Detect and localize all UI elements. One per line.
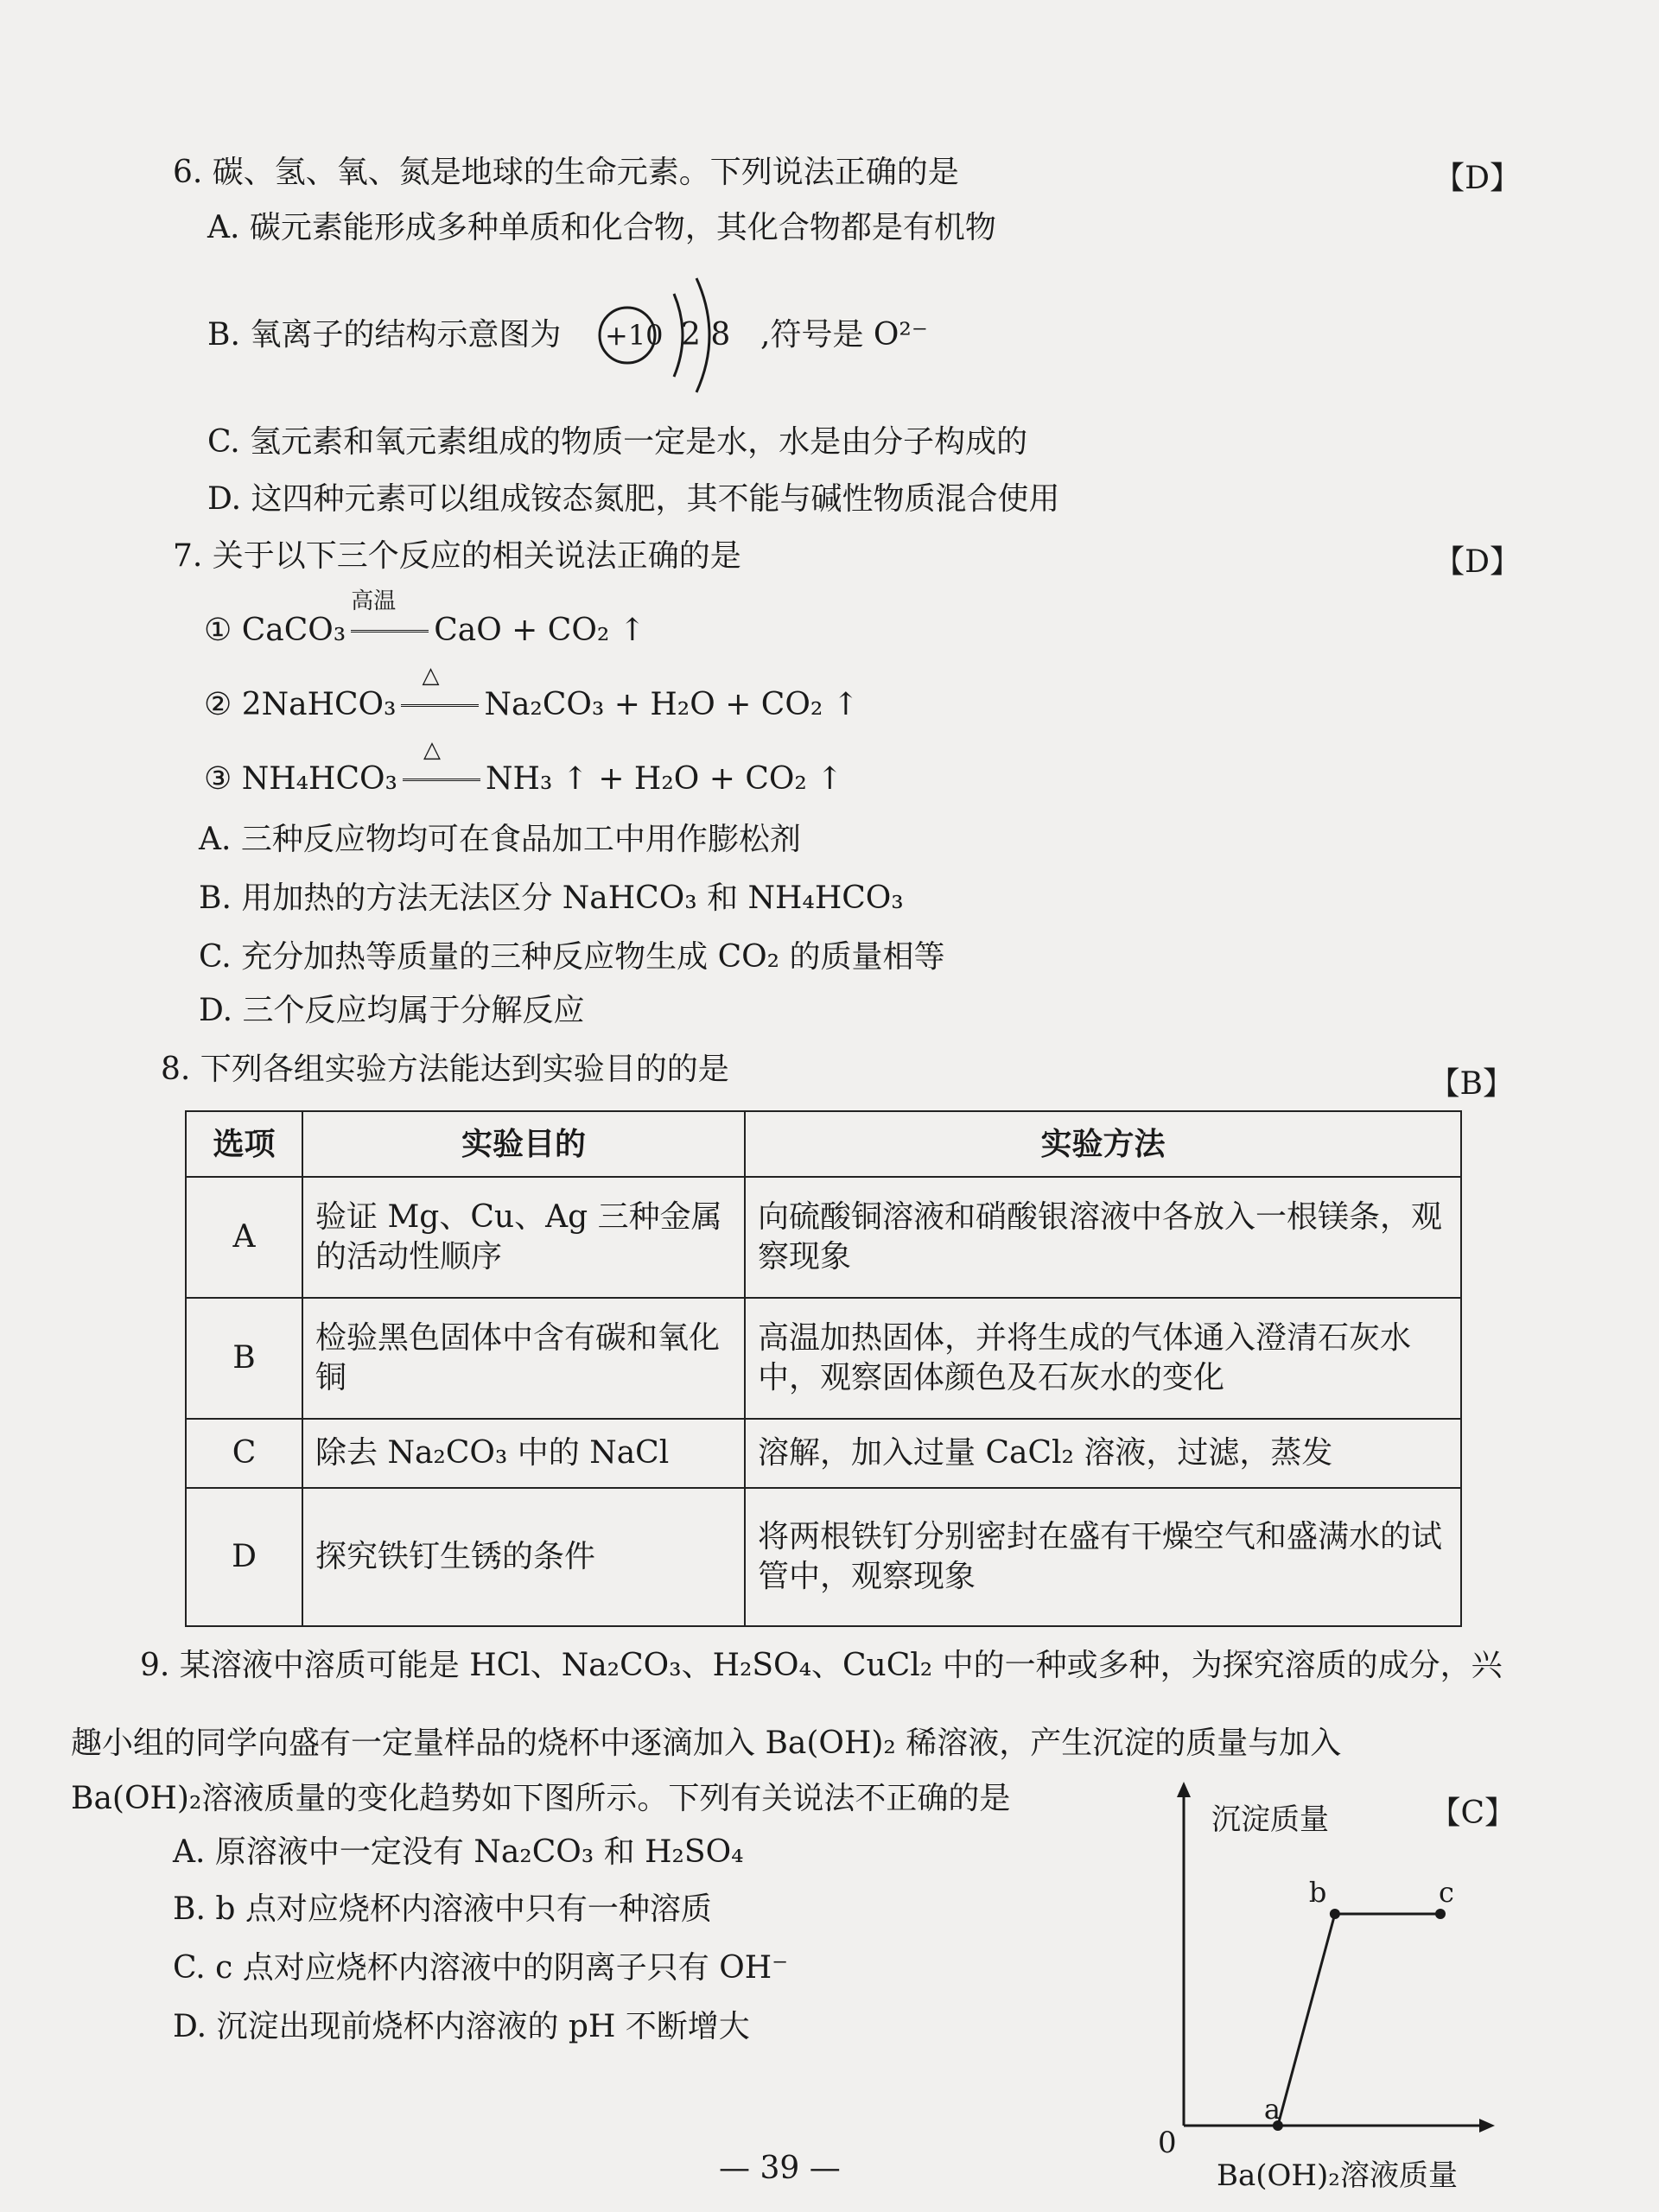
q7-option-a: A. 三种反应物均可在食品加工中用作膨松剂	[199, 822, 801, 857]
table-cell-goal: 检验黑色固体中含有碳和氧化铜	[302, 1298, 745, 1419]
chart-origin: 0	[1158, 2126, 1177, 2160]
chart-point-label-c: c	[1439, 1876, 1454, 1909]
chart-series-line	[1278, 1914, 1440, 2126]
table-cell-option: C	[186, 1419, 302, 1488]
chart-x-axis-arrow	[1479, 2119, 1495, 2133]
precipitate-chart	[1158, 1745, 1503, 2203]
reaction-2	[204, 663, 859, 724]
reaction-1-right: CaO + CO₂ ↑	[434, 613, 645, 648]
q6-option-c: C. 氢元素和氧元素组成的物质一定是水，水是由分子构成的	[207, 424, 1028, 460]
q9-stem-line-3: Ba(OH)₂溶液质量的变化趋势如下图所示。下列有关说法不正确的是	[71, 1781, 1011, 1816]
q6-stem: 6. 碳、氢、氧、氮是地球的生命元素。下列说法正确的是	[173, 155, 959, 190]
q9-stem-line-1: 9. 某溶液中溶质可能是 HCl、Na₂CO₃、H₂SO₄、CuCl₂ 中的一种或多种，为探究溶质的成分，兴	[140, 1648, 1503, 1683]
table-header-method: 实验方法	[745, 1111, 1461, 1177]
chart-xlabel: Ba(OH)₂溶液质量	[1217, 2158, 1458, 2193]
q9-answer: 【C】	[1429, 1796, 1516, 1831]
q7-option-b: B. 用加热的方法无法区分 NaHCO₃ 和 NH₄HCO₃	[199, 880, 904, 916]
chart-svg	[1158, 1745, 1503, 2203]
reaction-2-right: Na₂CO₃ + H₂O + CO₂ ↑	[484, 687, 859, 722]
q6-option-b-suffix: ,符号是 O²⁻	[760, 317, 928, 353]
reaction-3-right: NH₃ ↑ + H₂O + CO₂ ↑	[485, 761, 843, 797]
chart-point-b	[1330, 1909, 1340, 1919]
q9-option-c: C. c 点对应烧杯内溶液中的阴离子只有 OH⁻	[173, 1950, 789, 1986]
q8-stem: 8. 下列各组实验方法能达到实验目的的是	[161, 1052, 729, 1087]
q9-option-b: B. b 点对应烧杯内溶液中只有一种溶质	[173, 1891, 712, 1927]
chart-point-c	[1435, 1909, 1446, 1919]
q6-option-a: A. 碳元素能形成多种单质和化合物，其化合物都是有机物	[207, 210, 996, 245]
q7-stem: 7. 关于以下三个反应的相关说法正确的是	[173, 538, 741, 574]
table-cell-goal: 除去 Na₂CO₃ 中的 NaCl	[302, 1419, 745, 1488]
q8-answer: 【B】	[1428, 1066, 1514, 1102]
reaction-1-condition: 高温	[351, 588, 397, 614]
table-cell-method: 向硫酸铜溶液和硝酸银溶液中各放入一根镁条，观察现象	[745, 1177, 1461, 1298]
table-header-option: 选项	[186, 1111, 302, 1177]
reaction-2-condition: △	[422, 663, 440, 689]
table-row	[186, 1298, 1461, 1419]
chart-point-label-a: a	[1263, 2093, 1281, 2126]
table-cell-goal: 验证 Mg、Cu、Ag 三种金属的活动性顺序	[302, 1177, 745, 1298]
table-cell-goal: 探究铁钉生锈的条件	[302, 1488, 745, 1626]
reaction-3	[204, 737, 843, 798]
reaction-3-left: ③ NH₄HCO₃	[204, 761, 397, 797]
chart-point-label-b: b	[1308, 1876, 1327, 1909]
q7-answer: 【D】	[1433, 544, 1521, 580]
q6-option-b-prefix: B. 氧离子的结构示意图为	[207, 317, 562, 353]
q6-nucleus-charge: +10	[605, 319, 664, 352]
table-header-goal: 实验目的	[302, 1111, 745, 1177]
table-cell-option: D	[186, 1488, 302, 1626]
table-row	[186, 1488, 1461, 1626]
q9-option-a: A. 原溶液中一定没有 Na₂CO₃ 和 H₂SO₄	[173, 1834, 744, 1870]
reaction-1-left: ① CaCO₃	[204, 613, 346, 648]
q6-option-d: D. 这四种元素可以组成铵态氮肥，其不能与碱性物质混合使用	[207, 481, 1060, 517]
table-header-row	[186, 1111, 1461, 1177]
q7-option-d: D. 三个反应均属于分解反应	[199, 993, 585, 1028]
reaction-3-condition: △	[423, 737, 441, 763]
table-cell-method: 将两根铁钉分别密封在盛有干燥空气和盛满水的试管中，观察现象	[745, 1488, 1461, 1626]
reaction-1	[204, 588, 645, 650]
chart-y-axis-arrow	[1177, 1782, 1191, 1797]
table-row	[186, 1419, 1461, 1488]
table-cell-method: 高温加热固体，并将生成的气体通入澄清石灰水中，观察固体颜色及石灰水的变化	[745, 1298, 1461, 1419]
table-row	[186, 1177, 1461, 1298]
q9-option-d: D. 沉淀出现前烧杯内溶液的 pH 不断增大	[173, 2009, 750, 2044]
table-cell-method: 溶解，加入过量 CaCl₂ 溶液，过滤，蒸发	[745, 1419, 1461, 1488]
table-cell-option: B	[186, 1298, 302, 1419]
q7-option-c: C. 充分加热等质量的三种反应物生成 CO₂ 的质量相等	[199, 939, 945, 975]
chart-ylabel: 沉淀质量	[1211, 1802, 1329, 1837]
reaction-2-left: ② 2NaHCO₃	[204, 687, 397, 722]
q6-electron-shells: 2 8	[681, 317, 731, 353]
experiment-table	[185, 1110, 1462, 1627]
q9-stem-line-2: 趣小组的同学向盛有一定量样品的烧杯中逐滴加入 Ba(OH)₂ 稀溶液，产生沉淀的质量与加入	[71, 1726, 1342, 1761]
q6-answer: 【D】	[1433, 161, 1521, 196]
page-number: — 39 —	[719, 2151, 841, 2186]
table-cell-option: A	[186, 1177, 302, 1298]
